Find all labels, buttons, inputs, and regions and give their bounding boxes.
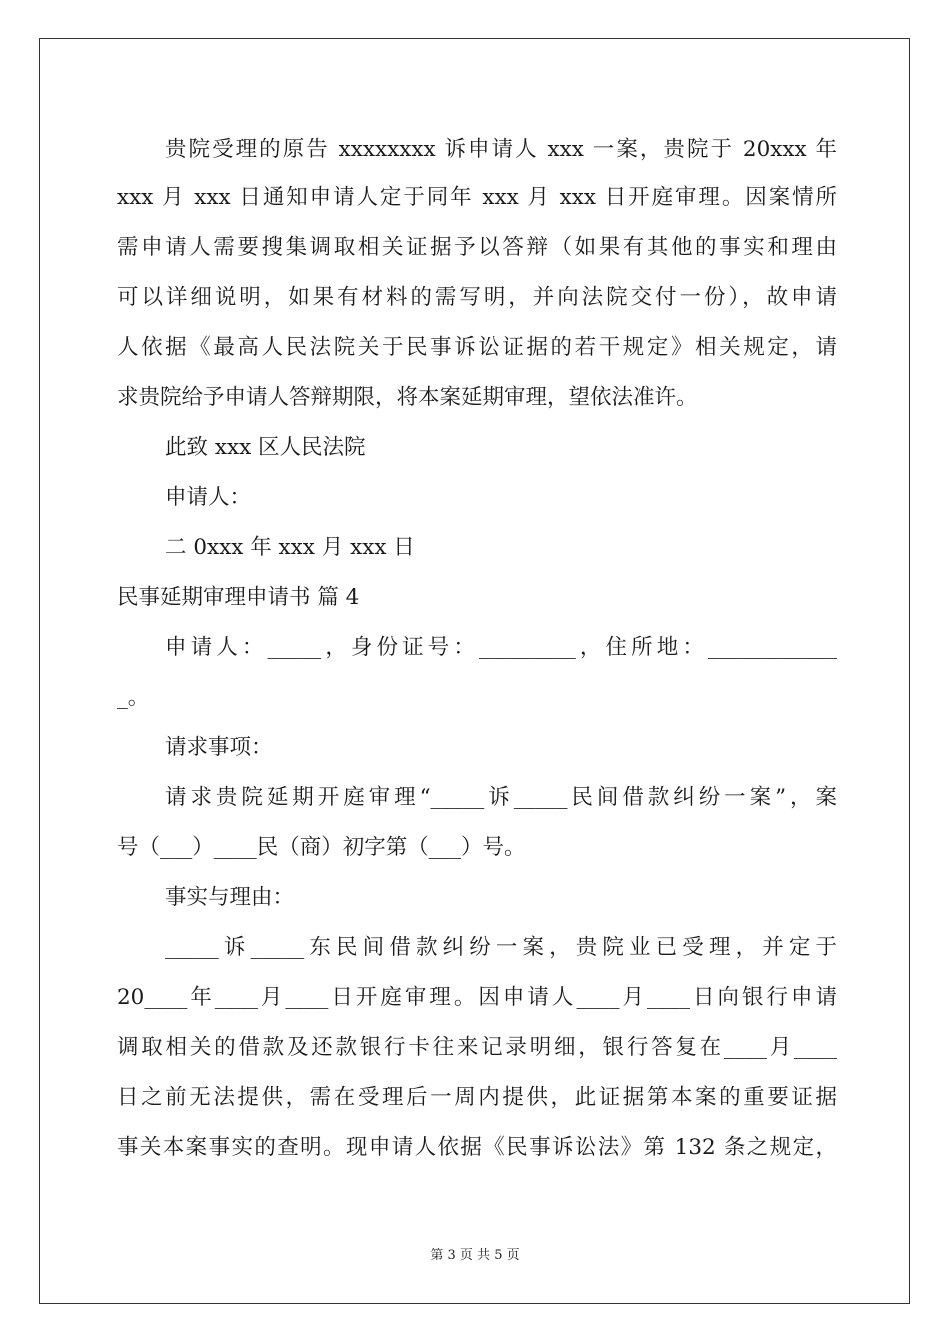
paragraph-line: xxx 月 xxx 日通知申请人定于同年 xxx 月 xxx 日开庭审理。因案情所 [117,185,837,210]
paragraph-line: 求贵院给予申请人答辩期限，将本案延期审理，望依法准许。 [117,385,698,410]
paragraph-line: 需申请人需要搜集调取相关证据予以答辩（如果有其他的事实和理由 [117,235,837,260]
paragraph-line: 贵院受理的原告 xxxxxxxx 诉申请人 xxx 一案，贵院于 20xxx 年 [165,137,837,162]
paragraph-line: 调取相关的借款及还款银行卡往来记录明细，银行答复在____月____ [117,1035,837,1060]
date-line: 二 0xxx 年 xxx 月 xxx 日 [165,535,415,560]
salutation-line: 此致 xxx 区人民法院 [165,435,366,460]
page-footer: 第 3 页 共 5 页 [430,1248,520,1263]
applicant-info-line: _。 [117,685,150,710]
facts-heading: 事实与理由： [165,885,295,910]
paragraph-line: 日之前无法提供，需在受理后一周内提供，此证据第本案的重要证据 [117,1085,837,1110]
paragraph-line: _____诉_____东民间借款纠纷一案，贵院业已受理，并定于 [165,935,837,960]
request-heading: 请求事项： [165,735,273,760]
paragraph-line: 请求贵院延期开庭审理“_____诉_____民间借款纠纷一案”，案 [165,785,837,810]
section-heading: 民事延期审理申请书 篇 4 [117,585,360,610]
applicant-signature-label: 申请人： [165,485,252,510]
paragraph-line: 号（___）____民（商）初字第（___）号。 [117,835,526,860]
page-border [39,38,910,1304]
paragraph-line: 事关本案事实的查明。现申请人依据《民事诉讼法》第 132 条之规定， [117,1135,837,1160]
paragraph-line: 可以详细说明，如果有材料的需写明，并向法院交付一份），故申请 [117,285,837,310]
paragraph-line: 20____年____月____日开庭审理。因申请人____月____日向银行申请 [117,985,837,1010]
applicant-info-line: 申请人：_____，身份证号：_________，住所地：____________ [165,635,837,660]
paragraph-line: 人依据《最高人民法院关于民事诉讼证据的若干规定》相关规定，请 [117,335,837,360]
